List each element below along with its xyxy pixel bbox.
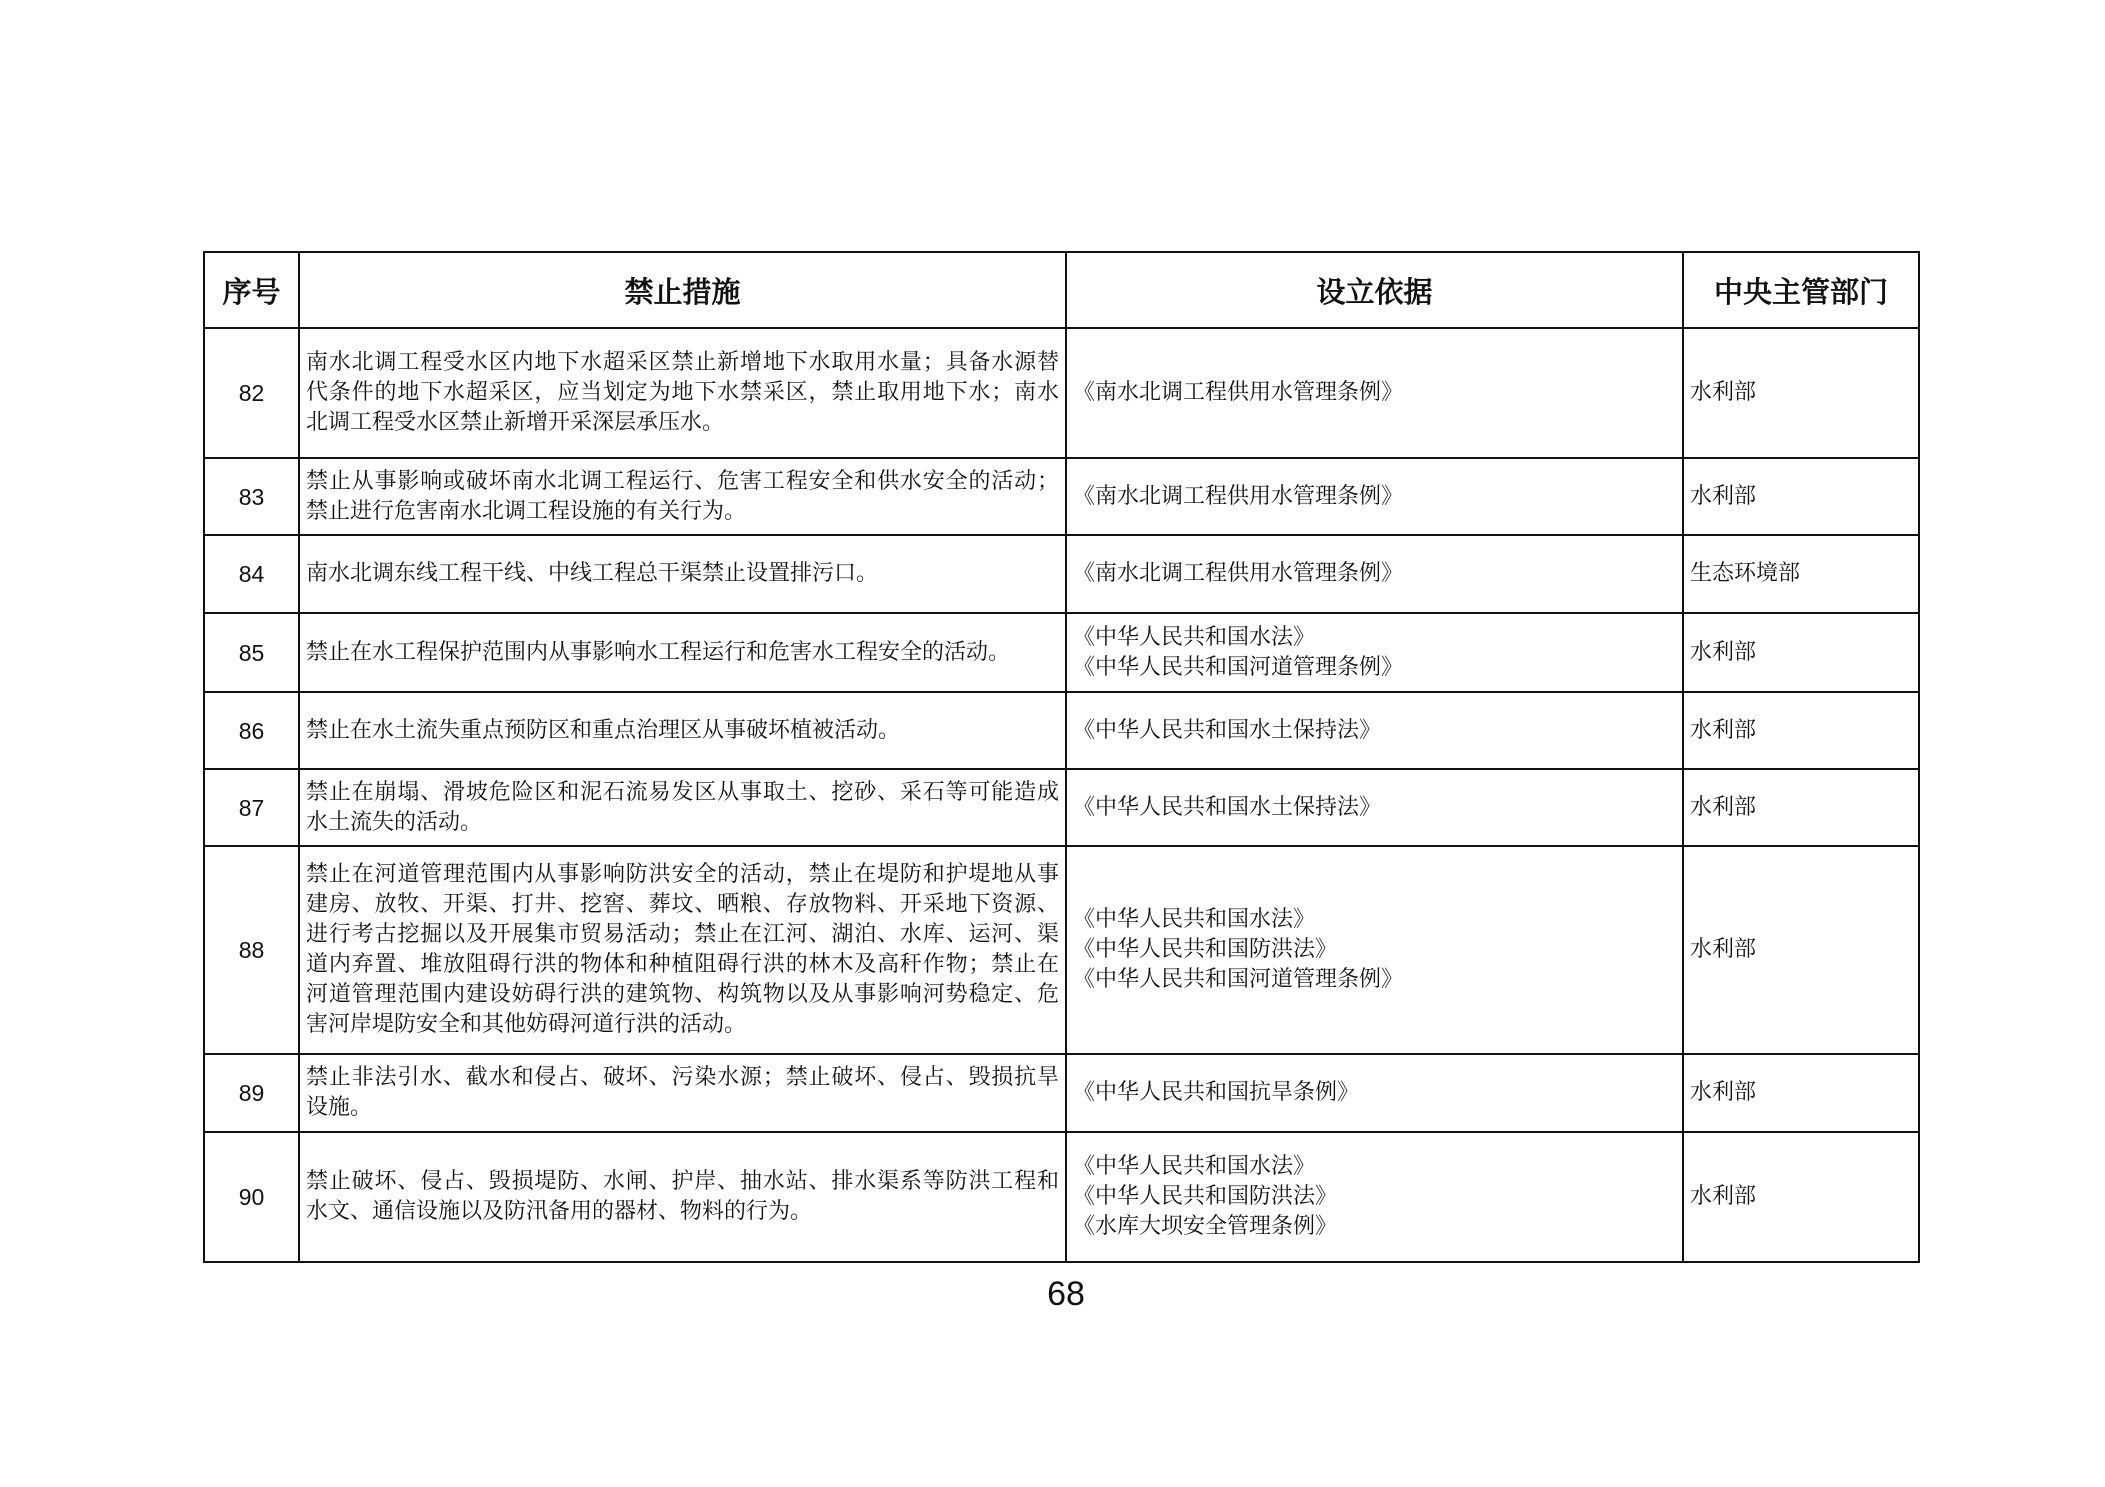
measure-line: 进行考古挖掘以及开展集市贸易活动；禁止在江河、湖泊、水库、运河、渠: [306, 922, 1059, 947]
table-row: [204, 535, 1919, 613]
measure-line: 道内弃置、堆放阻碍行洪的物体和种植阻碍行洪的林木及高秆作物；禁止在: [306, 952, 1059, 977]
measure-line: 害河岸堤防安全和其他妨碍河道行洪的活动。: [306, 1012, 747, 1037]
basis-line: 《中华人民共和国水土保持法》: [1073, 794, 1382, 820]
table-header-row: [204, 252, 1919, 328]
measure-line: 水土流失的活动。: [306, 809, 483, 835]
row-number: 88: [204, 846, 299, 1054]
basis-line: 《中华人民共和国防洪法》: [1073, 937, 1338, 962]
table-row: [204, 613, 1919, 692]
measure-cell: [299, 613, 1066, 692]
basis-cell: [1066, 1132, 1683, 1262]
measure-line: 南水北调东线工程干线、中线工程总干渠禁止设置排污口。: [306, 561, 879, 586]
row-number: 84: [204, 535, 299, 613]
row-number: 87: [204, 769, 299, 846]
basis-cell: [1066, 328, 1683, 458]
basis-line: 《中华人民共和国河道管理条例》: [1073, 654, 1404, 680]
basis-cell: [1066, 458, 1683, 535]
row-number: 82: [204, 328, 299, 458]
measure-cell: [299, 692, 1066, 769]
header-basis: 设立依据: [1066, 252, 1683, 328]
basis-line: 《中华人民共和国水法》: [1073, 1154, 1316, 1179]
department-cell: 水利部: [1683, 1132, 1919, 1262]
basis-line: 《南水北调工程供用水管理条例》: [1073, 561, 1404, 586]
basis-cell: [1066, 769, 1683, 846]
basis-line: 《中华人民共和国防洪法》: [1073, 1184, 1338, 1209]
measure-cell: [299, 846, 1066, 1054]
measure-line: 禁止在崩塌、滑坡危险区和泥石流易发区从事取土、挖砂、采石等可能造成: [306, 779, 1059, 805]
basis-line: 《中华人民共和国水土保持法》: [1073, 717, 1382, 743]
department-cell: 水利部: [1683, 613, 1919, 692]
measure-line: 河道管理范围内建设妨碍行洪的建筑物、构筑物以及从事影响河势稳定、危: [306, 982, 1059, 1007]
basis-line: 《中华人民共和国水法》: [1073, 624, 1316, 650]
basis-cell: [1066, 1054, 1683, 1132]
measure-line: 禁止破坏、侵占、毁损堤防、水闸、护岸、抽水站、排水渠系等防洪工程和: [306, 1169, 1059, 1194]
department-cell: 水利部: [1683, 328, 1919, 458]
measure-line: 设施。: [306, 1095, 373, 1120]
measure-line: 建房、放牧、开渠、打井、挖窖、葬坟、晒粮、存放物料、开采地下资源、: [306, 892, 1059, 917]
measure-cell: [299, 458, 1066, 535]
measure-cell: [299, 328, 1066, 458]
row-number: 83: [204, 458, 299, 535]
measure-line: 代条件的地下水超采区，应当划定为地下水禁采区，禁止取用地下水；南水: [306, 380, 1059, 405]
department-cell: 水利部: [1683, 1054, 1919, 1132]
page-number: 68: [1047, 1275, 1085, 1313]
row-number: 85: [204, 613, 299, 692]
department-cell: 水利部: [1683, 769, 1919, 846]
table-row: [204, 769, 1919, 846]
header-dept: 中央主管部门: [1683, 252, 1919, 328]
measure-cell: [299, 1054, 1066, 1132]
measure-line: 南水北调工程受水区内地下水超采区禁止新增地下水取用水量；具备水源替: [306, 350, 1059, 375]
basis-line: 《水库大坝安全管理条例》: [1073, 1214, 1338, 1239]
department-cell: 水利部: [1683, 458, 1919, 535]
header-measure: 禁止措施: [299, 252, 1066, 328]
measure-cell: [299, 769, 1066, 846]
measure-line: 水文、通信设施以及防汛备用的器材、物料的行为。: [306, 1199, 813, 1224]
basis-line: 《中华人民共和国水法》: [1073, 907, 1316, 932]
table-row: [204, 846, 1919, 1054]
table-row: [204, 458, 1919, 535]
row-number: 89: [204, 1054, 299, 1132]
measure-line: 禁止从事影响或破坏南水北调工程运行、危害工程安全和供水安全的活动；: [306, 468, 1059, 494]
measure-line: 北调工程受水区禁止新增开采深层承压水。: [306, 410, 725, 435]
measure-line: 禁止在水工程保护范围内从事影响水工程运行和危害水工程安全的活动。: [306, 639, 1011, 665]
basis-line: 《中华人民共和国抗旱条例》: [1073, 1080, 1360, 1105]
measure-line: 禁止非法引水、截水和侵占、破坏、污染水源；禁止破坏、侵占、毁损抗旱: [306, 1065, 1059, 1090]
basis-line: 《中华人民共和国河道管理条例》: [1073, 967, 1404, 992]
measure-cell: [299, 535, 1066, 613]
measure-line: 禁止在河道管理范围内从事影响防洪安全的活动，禁止在堤防和护堤地从事: [306, 862, 1059, 887]
basis-line: 《南水北调工程供用水管理条例》: [1073, 483, 1404, 509]
table-row: [204, 328, 1919, 458]
basis-cell: [1066, 692, 1683, 769]
measure-line: 禁止进行危害南水北调工程设施的有关行为。: [306, 498, 747, 524]
row-number: 86: [204, 692, 299, 769]
department-cell: 水利部: [1683, 692, 1919, 769]
basis-cell: [1066, 846, 1683, 1054]
row-number: 90: [204, 1132, 299, 1262]
department-cell: 水利部: [1683, 846, 1919, 1054]
prohibition-table: [203, 251, 1920, 1263]
basis-cell: [1066, 613, 1683, 692]
measure-line: 禁止在水土流失重点预防区和重点治理区从事破坏植被活动。: [306, 717, 901, 743]
table-row: [204, 1132, 1919, 1262]
basis-line: 《南水北调工程供用水管理条例》: [1073, 380, 1404, 405]
table-row: [204, 1054, 1919, 1132]
table-row: [204, 692, 1919, 769]
header-no: 序号: [204, 252, 299, 328]
basis-cell: [1066, 535, 1683, 613]
department-cell: 生态环境部: [1683, 535, 1919, 613]
measure-cell: [299, 1132, 1066, 1262]
